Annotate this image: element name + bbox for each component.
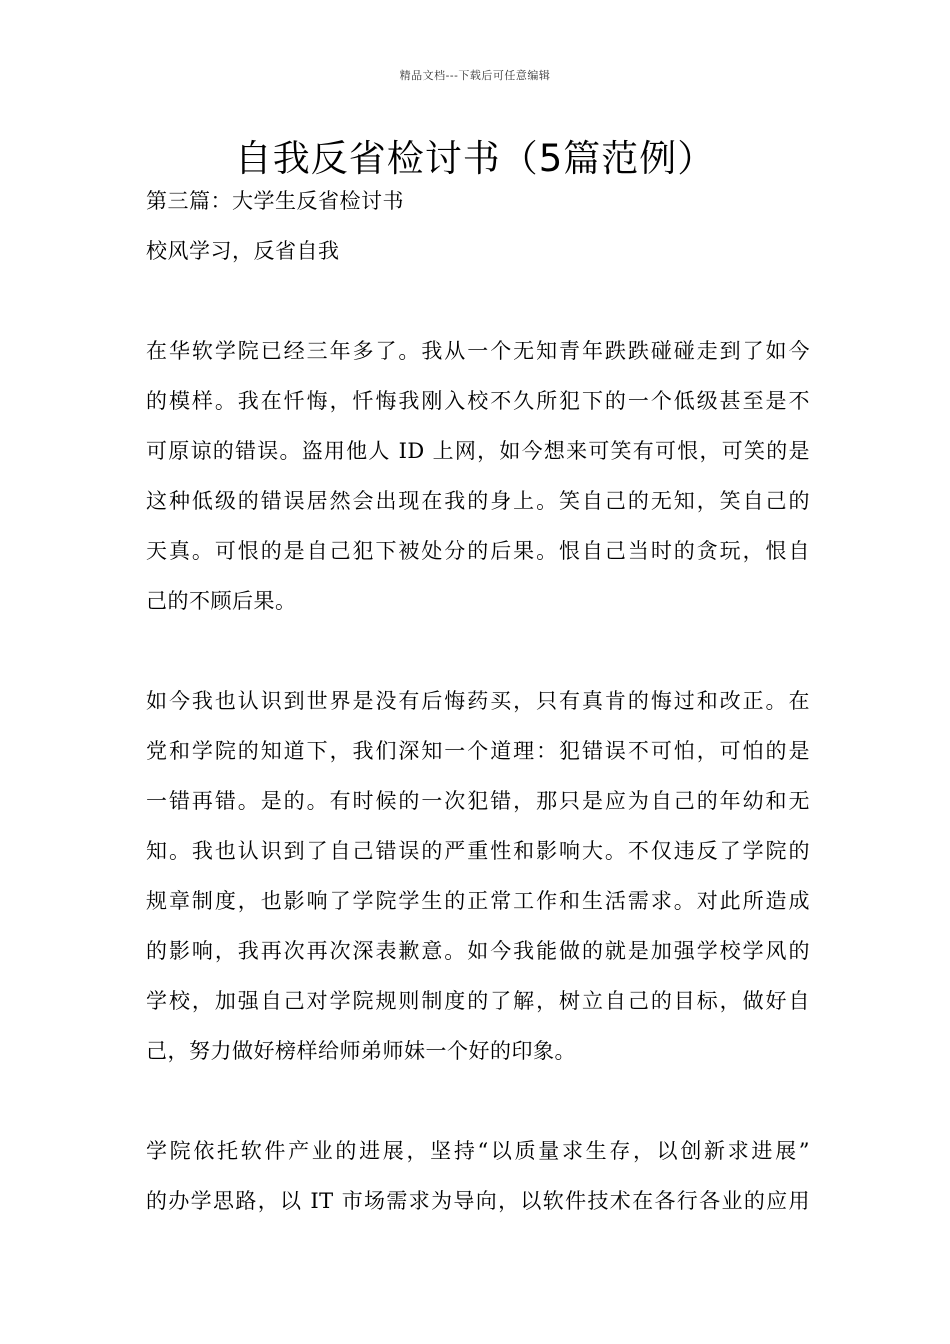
paragraph-line: 学院依托软件产业的进展，坚持“以质量求生存，以创新求进展” — [146, 1139, 810, 1163]
paragraph-spacer — [146, 1084, 810, 1134]
paragraph-line: 如今我也认识到世界是没有后悔药买，只有真肯的悔过和改正。在 — [146, 689, 810, 713]
paragraph-3 — [146, 1134, 810, 1234]
paragraph-line: 的办学思路，以 IT 市场需求为导向，以软件技术在各行各业的应用 — [146, 1189, 810, 1213]
paragraph-line: 可原谅的错误。盗用他人 ID 上网，如今想来可笑有可恨，可笑的是 — [146, 439, 810, 463]
paragraph-line: 这种低级的错误居然会出现在我的身上。笑自己的无知，笑自己的 — [146, 489, 810, 513]
paragraph-line: 天真。可恨的是自己犯下被处分的后果。恨自己当时的贪玩，恨自 — [146, 539, 810, 563]
document-body — [146, 184, 810, 1234]
paragraph-line: 规章制度，也影响了学院学生的正常工作和生活需求。对此所造成 — [146, 889, 810, 913]
paragraph-1 — [146, 334, 810, 634]
paragraph-line: 在华软学院已经三年多了。我从一个无知青年跌跌碰碰走到了如今 — [146, 339, 810, 363]
paragraph-line: 己，努力做好榜样给师弟师妹一个好的印象。 — [146, 1039, 576, 1063]
page-title: 自我反省检讨书（5篇范例） — [234, 137, 716, 180]
header-note: 精品文档---下载后可任意编辑 — [399, 69, 551, 82]
paragraph-2 — [146, 684, 810, 1084]
paragraph-line: 党和学院的知道下，我们深知一个道理：犯错误不可怕，可怕的是 — [146, 739, 810, 763]
subheading: 第三篇：大学生反省检讨书 — [146, 189, 404, 213]
paragraph-line: 己的不顾后果。 — [146, 589, 297, 613]
tagline: 校风学习，反省自我 — [146, 239, 340, 263]
paragraph-line: 的模样。我在忏悔，忏悔我刚入校不久所犯下的一个低级甚至是不 — [146, 389, 810, 413]
paragraph-line: 一错再错。是的。有时候的一次犯错，那只是应为自己的年幼和无 — [146, 789, 810, 813]
paragraph-line: 的影响，我再次再次深表歉意。如今我能做的就是加强学校学风的 — [146, 939, 810, 963]
paragraph-spacer — [146, 634, 810, 684]
paragraph-line: 学校，加强自己对学院规则制度的了解，树立自己的目标，做好自 — [146, 989, 810, 1013]
paragraph-spacer — [146, 284, 810, 334]
paragraph-line: 知。我也认识到了自己错误的严重性和影响大。不仅违反了学院的 — [146, 839, 810, 863]
